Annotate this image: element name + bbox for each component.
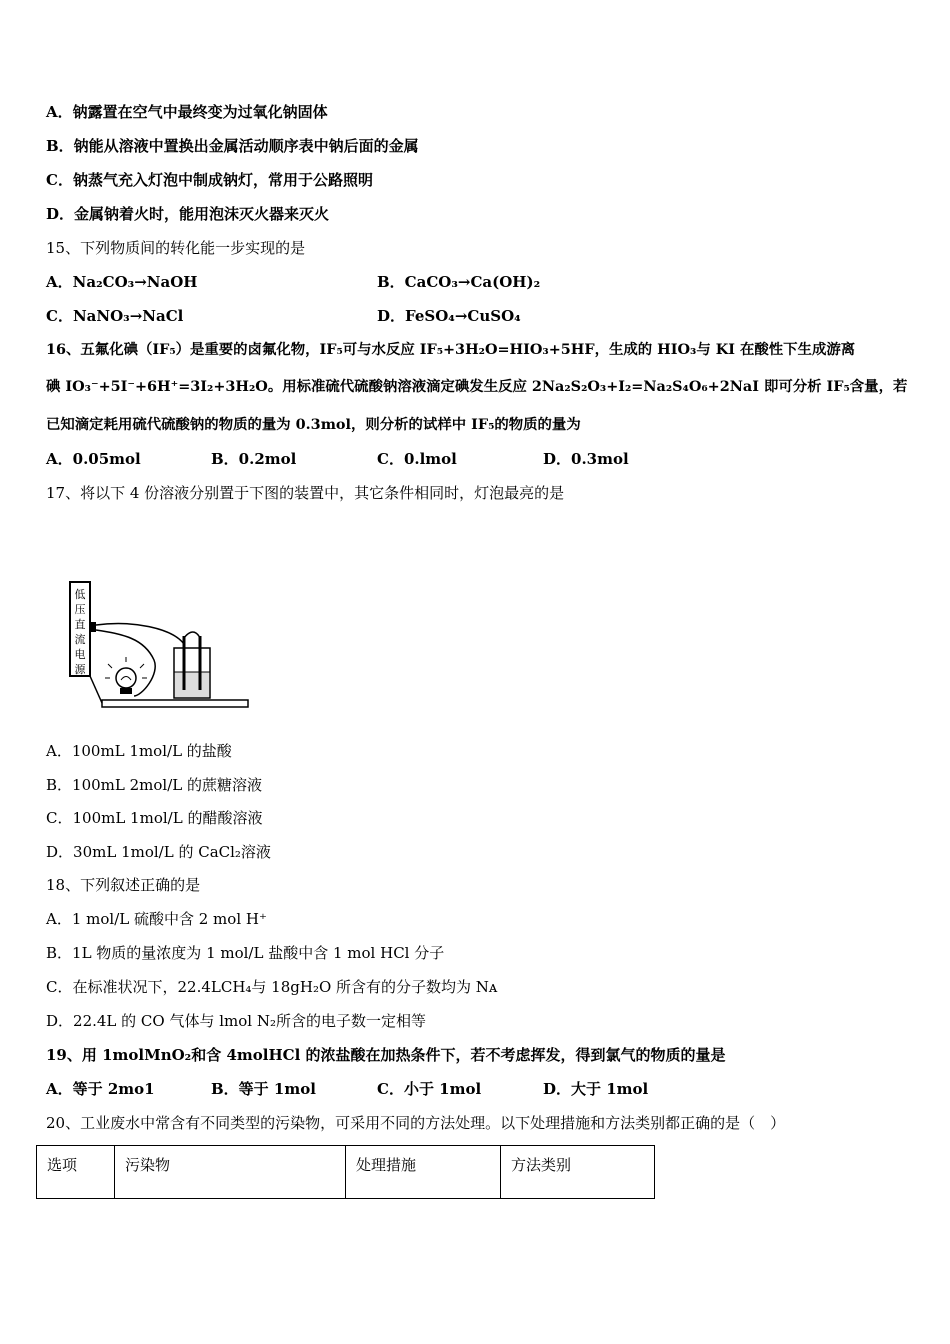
q16-stem-line1: 16、五氟化碘（IF₅）是重要的卤氟化物，IF₅可与水反应 IF₅+3H₂O=HIO₃+5HF，生成的 HIO₃与 KI 在酸性下生成游离 [46, 341, 856, 358]
q16-option-c: C．0.lmol [377, 450, 457, 468]
q17-option-c: C．100mL 1mol/L 的醋酸溶液 [46, 809, 263, 827]
q20-table [36, 1145, 655, 1199]
stand [90, 676, 102, 703]
ray [108, 664, 112, 668]
table-row [37, 1146, 655, 1199]
circuit-diagram [62, 578, 252, 718]
q15-option-b: B．CaCO₃→Ca(OH)₂ [377, 273, 541, 291]
q17-option-b: B．100mL 2mol/L 的蔗糖溶液 [46, 776, 262, 794]
q19-option-d: D．大于 1mol [543, 1080, 649, 1098]
q19-option-b: B．等于 1mol [211, 1080, 316, 1098]
terminal [90, 622, 96, 632]
power-supply-label: 压 [74, 603, 86, 616]
q16-option-b: B．0.2mol [211, 450, 297, 468]
q16-option-d: D．0.3mol [543, 450, 629, 468]
power-supply-label: 低 [74, 588, 86, 601]
q20-stem: 20、工业废水中常含有不同类型的污染物，可采用不同的方法处理。以下处理措施和方法类别都正确的是（ ） [46, 1114, 786, 1132]
q18-option-a: A．1 mol/L 硫酸中含 2 mol H⁺ [46, 910, 267, 928]
table-header-cell: 污染物 [115, 1146, 346, 1199]
q15-stem: 15、下列物质间的转化能一步实现的是 [46, 239, 306, 257]
power-supply-label: 流 [74, 633, 86, 646]
power-supply-label: 直 [74, 618, 86, 631]
q15-option-d: D．FeSO₄→CuSO₄ [377, 307, 521, 325]
q17-option-a: A．100mL 1mol/L 的盐酸 [46, 742, 232, 760]
q18-option-c: C．在标准状况下，22.4LCH₄与 18gH₂O 所含有的分子数均为 Nᴀ [46, 978, 498, 996]
bulb-base [120, 688, 132, 694]
q16-stem-line2: 碘 IO₃⁻+5I⁻+6H⁺=3I₂+3H₂O。用标准硫代硫酸钠溶液滴定碘发生反应 2Na₂S₂O₃+I₂=Na₂S₄O₆+2NaI 即可分析 IF₅含量，若 [46, 378, 908, 395]
q14-option-a: A．钠露置在空气中最终变为过氧化钠固体 [46, 103, 328, 121]
wire-bridge [184, 632, 200, 638]
table-header-cell: 选项 [37, 1146, 115, 1199]
q18-option-b: B．1L 物质的量浓度为 1 mol/L 盐酸中含 1 mol HCl 分子 [46, 944, 445, 962]
wire-top [96, 624, 184, 644]
power-supply-label: 源 [74, 663, 86, 676]
power-supply-label: 电 [74, 648, 86, 661]
q18-option-d: D．22.4L 的 CO 气体与 lmol N₂所含的电子数一定相等 [46, 1012, 426, 1030]
q15-option-c: C．NaNO₃→NaCl [46, 307, 184, 325]
ray [140, 664, 144, 668]
q16-stem-line3: 已知滴定耗用硫代硫酸钠的物质的量为 0.3mol，则分析的试样中 IF₅的物质的量为 [46, 416, 581, 433]
q19-option-c: C．小于 1mol [377, 1080, 482, 1098]
q19-stem: 19、用 1molMnO₂和含 4molHCl 的浓盐酸在加热条件下，若不考虑挥发，得到氯气的物质的量是 [46, 1046, 726, 1064]
solution [175, 672, 209, 697]
base-board [102, 700, 248, 707]
table-header-cell: 方法类别 [501, 1146, 655, 1199]
q14-option-b: B．钠能从溶液中置换出金属活动顺序表中钠后面的金属 [46, 137, 419, 155]
q14-option-c: C．钠蒸气充入灯泡中制成钠灯，常用于公路照明 [46, 171, 373, 189]
circuit-figure [62, 578, 252, 718]
q18-stem: 18、下列叙述正确的是 [46, 876, 201, 894]
q19-option-a: A．等于 2mo1 [46, 1080, 155, 1098]
q17-option-d: D．30mL 1mol/L 的 CaCl₂溶液 [46, 843, 271, 861]
q16-option-a: A．0.05mol [46, 450, 141, 468]
table-header-cell: 处理措施 [346, 1146, 501, 1199]
bulb-icon [116, 668, 136, 688]
q17-stem: 17、将以下 4 份溶液分别置于下图的装置中，其它条件相同时，灯泡最亮的是 [46, 484, 565, 502]
q15-option-a: A．Na₂CO₃→NaOH [46, 273, 198, 291]
q14-option-d: D．金属钠着火时，能用泡沫灭火器来灭火 [46, 205, 330, 223]
